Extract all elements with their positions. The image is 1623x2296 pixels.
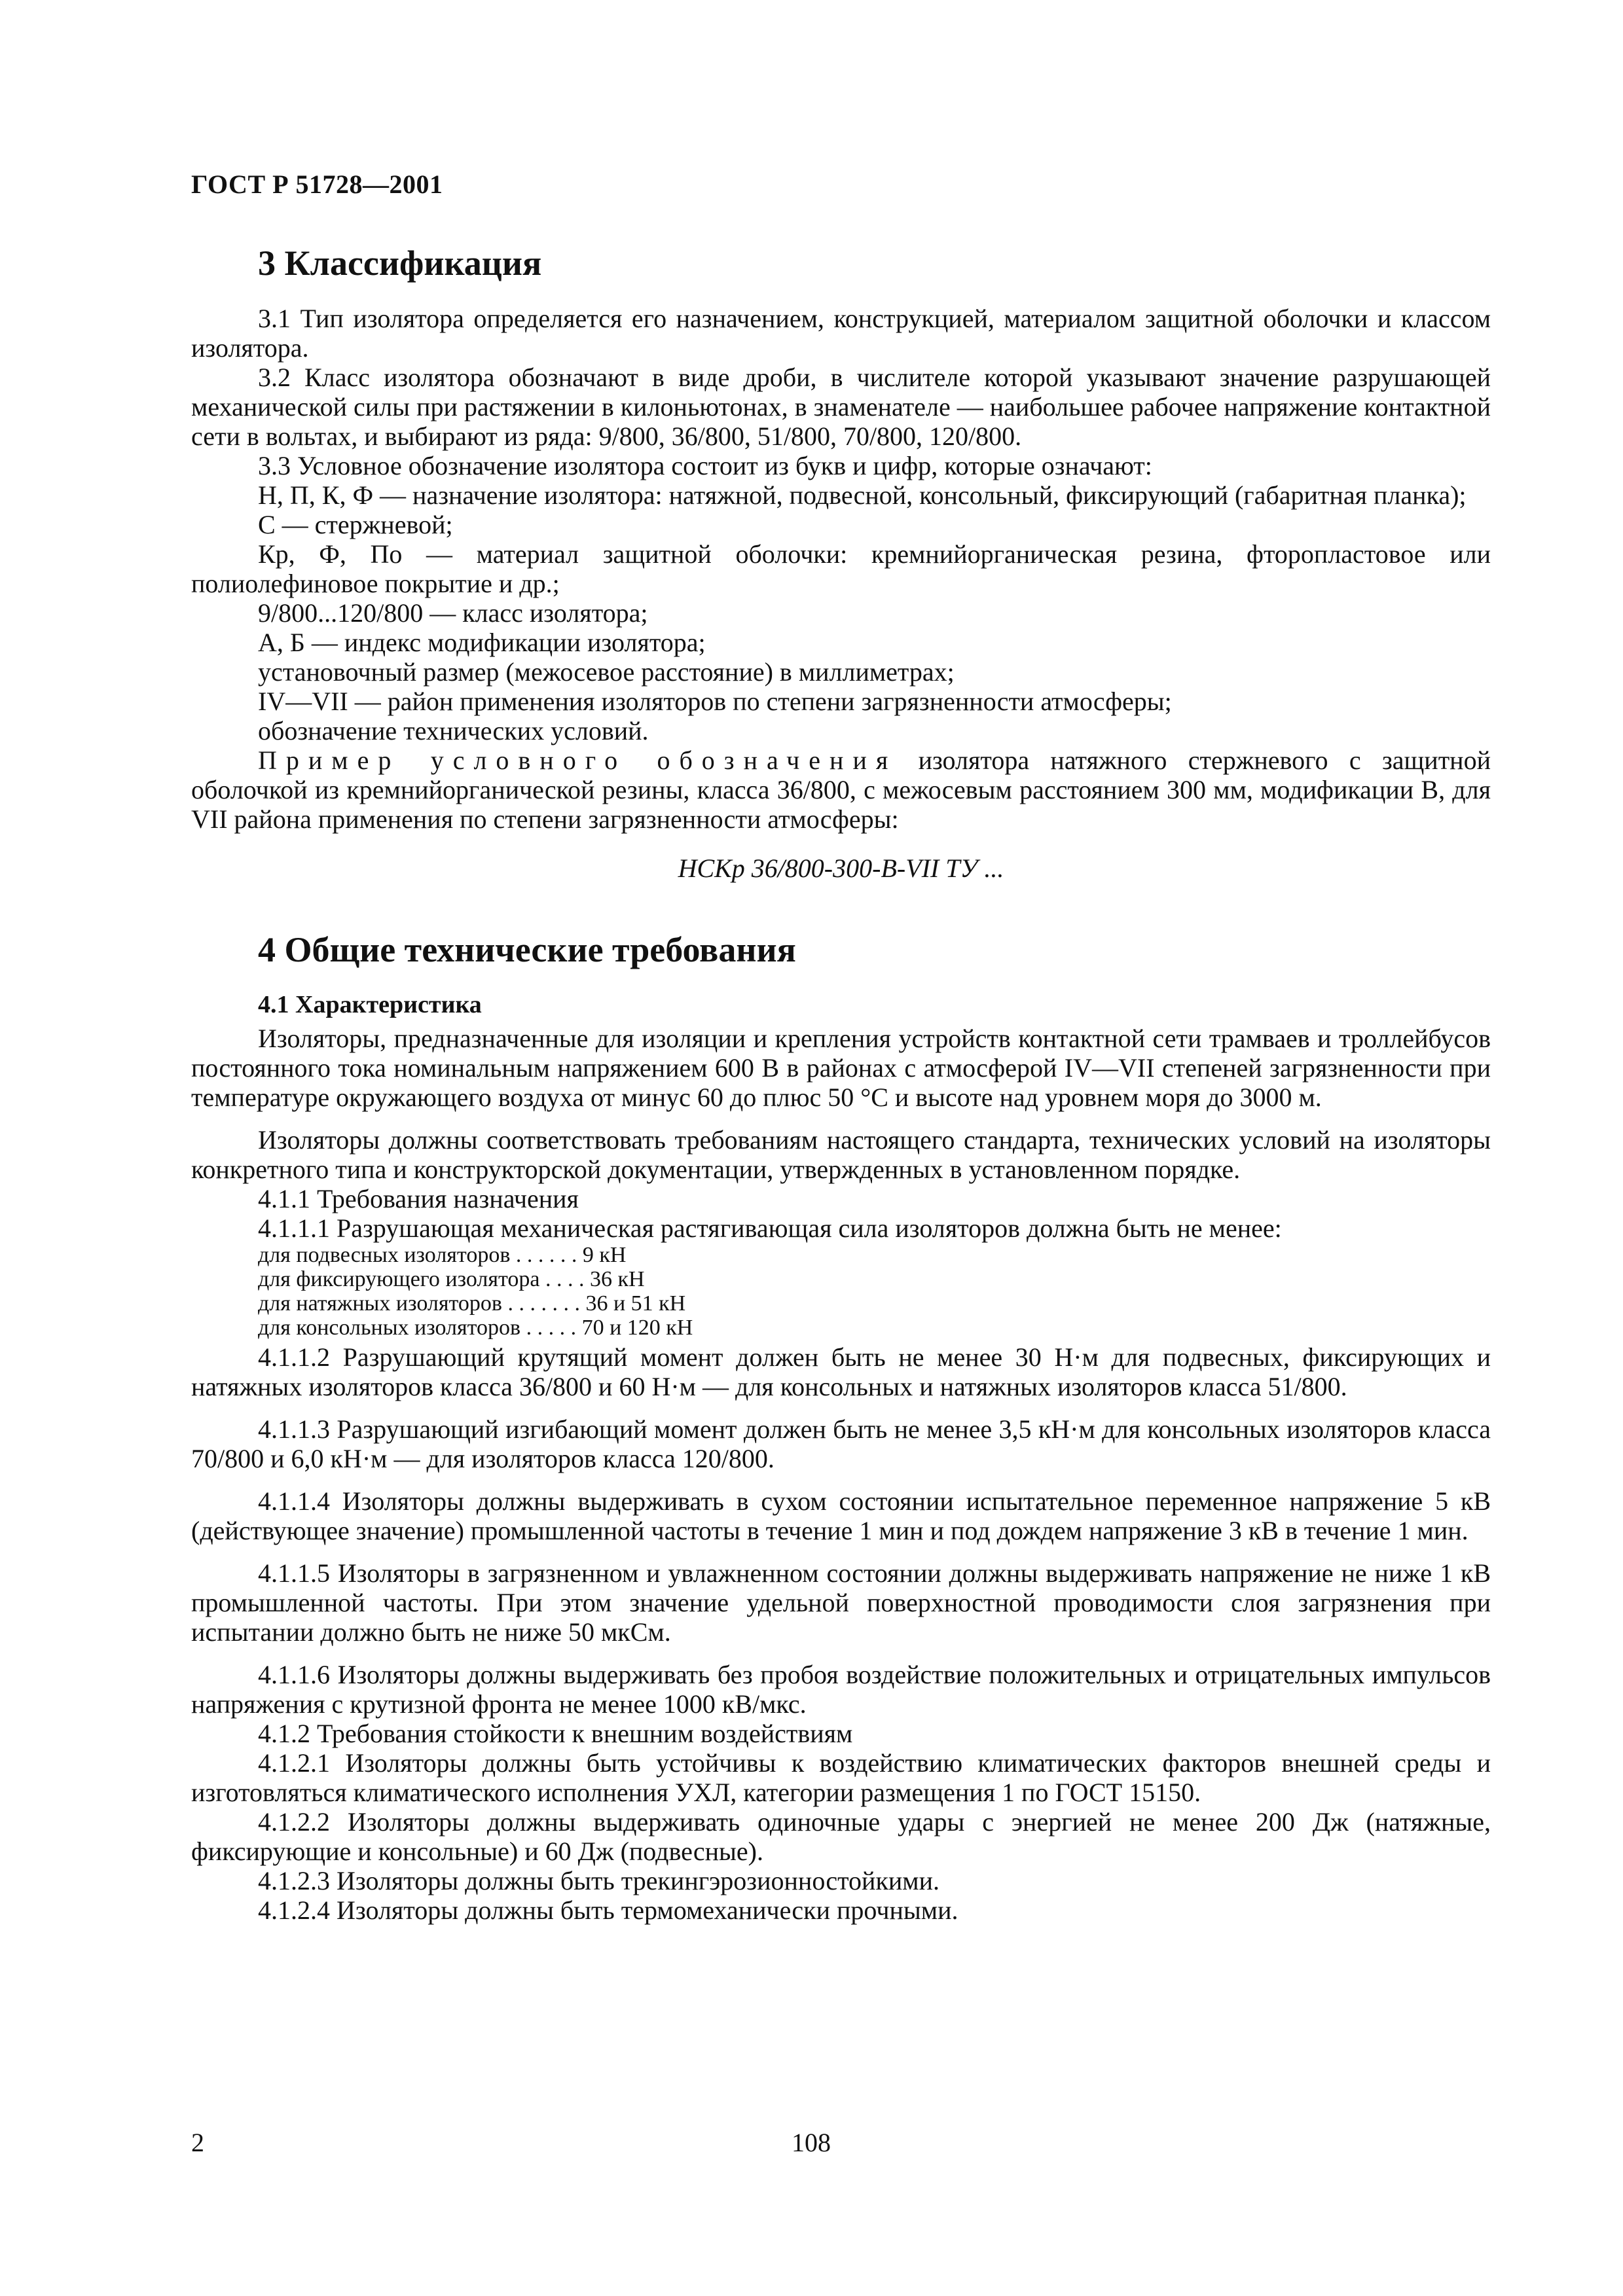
paragraph-intro-1: Изоляторы, предназначенные для изоляции и крепления устройств контактной сети трамваев и троллейбусов постоянного тока номинальным напряжением 600 В в районах с атмосферой IV—VII степеней загрязненности при температуре окружающего воздуха от минус 60 до плюс 50 °С и высоте над уровнем моря до 3000 м. <box>191 1024 1491 1112</box>
paragraph-4-1-2: 4.1.2 Требования стойкости к внешним воздействиям <box>258 1719 853 1748</box>
designation-item: А, Б — индекс модификации изолятора; <box>258 628 706 657</box>
force-list <box>258 1243 1491 1340</box>
paragraph-4-1-2-1: 4.1.2.1 Изоляторы должны быть устойчивы к воздействию климатических факторов внешней среды и изготовляться климатического исполнения УХЛ, категории размещения 1 по ГОСТ 15150. <box>191 1748 1491 1807</box>
designation-item: 9/800...120/800 — класс изолятора; <box>258 598 648 628</box>
designation-item: установочный размер (межосевое расстояние) в миллиметрах; <box>258 657 955 687</box>
designation-item: обозначение технических условий. <box>258 716 649 745</box>
paragraph-4-1-1-6: 4.1.1.6 Изоляторы должны выдерживать без пробоя воздействие положительных и отрицательных импульсов напряжения с крутизной фронта не менее 1000 кВ/мкс. <box>191 1660 1491 1719</box>
section-4-title: 4 Общие технические требования <box>258 930 796 969</box>
designation-item: С — стержневой; <box>258 510 453 539</box>
force-list-item: для консольных изоляторов . . . . . 70 и 120 кН <box>258 1316 693 1340</box>
force-list-item: для подвесных изоляторов . . . . . . 9 кН <box>258 1243 627 1267</box>
subsection-4-1-title: 4.1 Характеристика <box>258 991 482 1018</box>
designation-item: Н, П, К, Ф — назначение изолятора: натяжной, подвесной, консольный, фиксирующий (габаритная планка); <box>258 480 1467 510</box>
section-3-title: 3 Классификация <box>258 243 542 283</box>
paragraph-4-1-2-4: 4.1.2.4 Изоляторы должны быть термомеханически прочными. <box>258 1895 958 1925</box>
paragraph-4-1-1: 4.1.1 Требования назначения <box>258 1184 579 1213</box>
paragraph-intro-2: Изоляторы должны соответствовать требованиям настоящего стандарта, технических условий на изоляторы конкретного типа и конструкторской документации, утвержденных в установленном порядке. <box>191 1125 1491 1184</box>
paragraph-3-3: 3.3 Условное обозначение изолятора состоит из букв и цифр, которые означают: <box>258 451 1152 480</box>
designation-item: Кр, Ф, По — материал защитной оболочки: кремнийорганическая резина, фторопластовое или полиолефиновое покрытие и др.; <box>191 539 1491 598</box>
paragraph-3-2: 3.2 Класс изолятора обозначают в виде дроби, в числителе которой указывают значение разрушающей механической силы при растяжении в килоньютонах, в знаменателе — наибольшее рабочее напряжение контактной сети в вольтах, и выбирают из ряда: 9/800, 36/800, 51/800, 70/800, 120/800. <box>191 363 1491 451</box>
sheet-number: 108 <box>792 2128 831 2157</box>
force-list-item: для фиксирующего изолятора . . . . 36 кН <box>258 1267 645 1291</box>
paragraph-4-1-1-2: 4.1.1.2 Разрушающий крутящий момент должен быть не менее 30 Н·м для подвесных, фиксирующих и натяжных изоляторов класса 36/800 и 60 Н·м — для консольных и натяжных изоляторов класса 51/800. <box>191 1342 1491 1401</box>
standard-code: ГОСТ Р 51728—2001 <box>191 170 443 199</box>
page-number: 2 <box>191 2128 204 2157</box>
example-label: Пример условного обозначения <box>258 745 898 775</box>
example-designation-code: НСКр 36/800-300-В-VII ТУ ... <box>678 853 1004 883</box>
force-list-item: для натяжных изоляторов . . . . . . . 36 и 51 кН <box>258 1291 686 1316</box>
paragraph-3-1: 3.1 Тип изолятора определяется его назначением, конструкцией, материалом защитной оболочки и классом изолятора. <box>191 304 1491 363</box>
paragraph-4-1-2-2: 4.1.2.2 Изоляторы должны выдерживать одиночные удары с энергией не менее 200 Дж (натяжные, фиксирующие и консольные) и 60 Дж (подвесные). <box>191 1807 1491 1866</box>
paragraph-4-1-1-1: 4.1.1.1 Разрушающая механическая растягивающая сила изоляторов должна быть не менее: <box>258 1213 1282 1243</box>
paragraph-4-1-1-5: 4.1.1.5 Изоляторы в загрязненном и увлажненном состоянии должны выдерживать напряжение не ниже 1 кВ промышленной частоты. При этом значение удельной поверхностной проводимости слоя загрязнения при испытании должно быть не ниже 50 мкСм. <box>191 1558 1491 1647</box>
paragraph-4-1-1-4: 4.1.1.4 Изоляторы должны выдерживать в сухом состоянии испытательное переменное напряжение 5 кВ (действующее значение) промышленной частоты в течение 1 мин и под дождем напряжение 3 кВ в течение 1 мин. <box>191 1486 1491 1545</box>
designation-item: IV—VII — район применения изоляторов по степени загрязненности атмосферы; <box>258 687 1172 716</box>
page-content <box>191 242 1491 1925</box>
example-text: изолятора натяжного стержневого с защитной оболочкой из кремнийорганической резины, класса 36/800, с межосевым расстоянием 300 мм, модификации В, для VII района применения по степени загрязненности атмосферы: <box>191 745 1491 834</box>
designation-example <box>191 745 1491 834</box>
paragraph-4-1-2-3: 4.1.2.3 Изоляторы должны быть трекингэрозионностойкими. <box>258 1866 939 1895</box>
paragraph-4-1-1-3: 4.1.1.3 Разрушающий изгибающий момент должен быть не менее 3,5 кН·м для консольных изоляторов класса 70/800 и 6,0 кН·м — для изоляторов класса 120/800. <box>191 1414 1491 1473</box>
